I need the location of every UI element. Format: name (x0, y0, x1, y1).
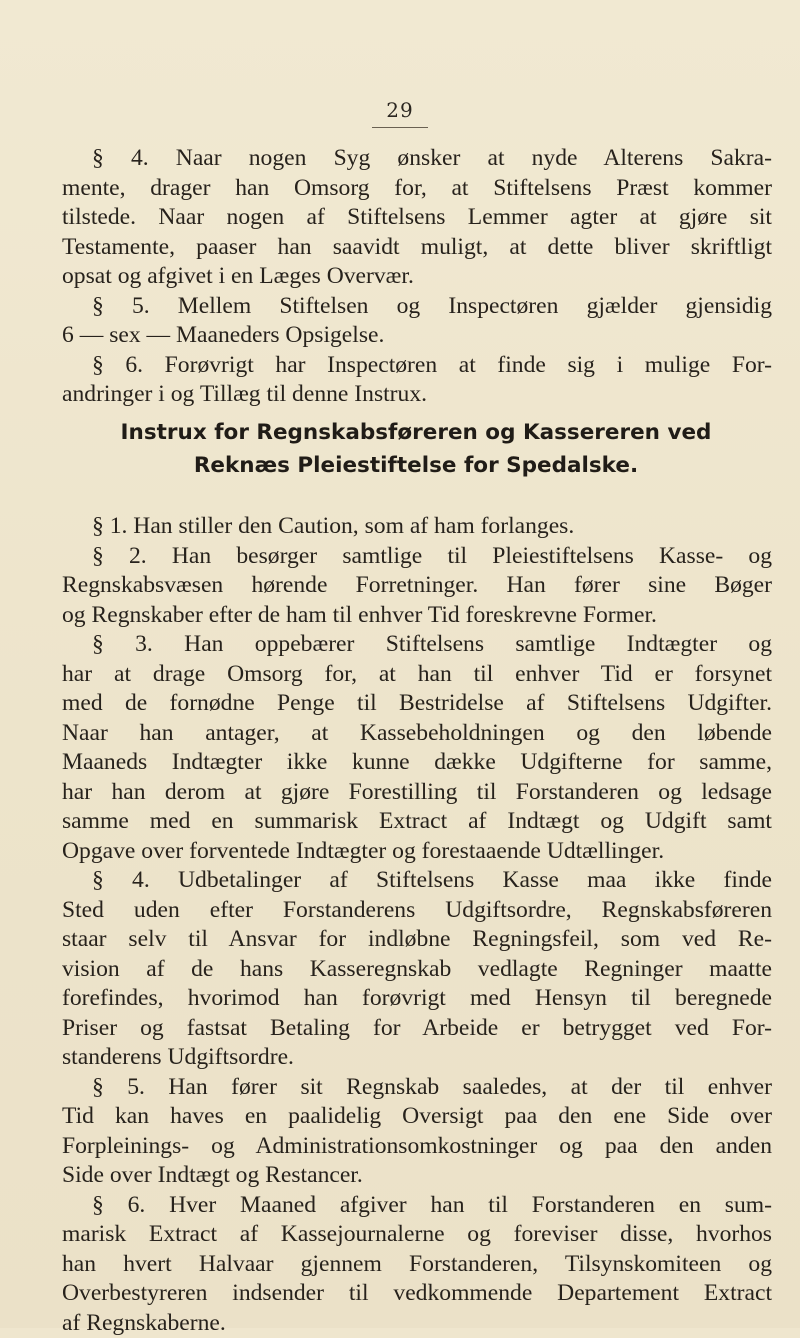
paragraph-line: og Regnskaber efter de ham til enhver Tid foreskrevne Former. (62, 601, 772, 631)
paragraph-line: Sted uden efter Forstanderens Udgiftsordre, Regnskabsføreren (62, 896, 772, 926)
paragraph-line: opsat og afgivet i en Læges Overvær. (62, 262, 772, 292)
section-inspector-instructions (62, 144, 772, 410)
paragraph-line: 6 — sex — Maaneders Opsigelse. (62, 321, 772, 351)
paragraph-line: Opgave over forventede Indtægter og forestaaende Udtællinger. (62, 837, 772, 867)
paragraph-line: han hvert Halvaar gjennem Forstanderen, Tilsynskomiteen og (62, 1250, 772, 1280)
paragraph-line: § 6. Forøvrigt har Inspectøren at finde sig i mulige For- (62, 351, 772, 381)
heading-line: Instrux for Regnskabsføreren og Kassereren ved (60, 416, 772, 449)
paragraph-line: staar selv til Ansvar for indløbne Regningsfeil, som ved Re- (62, 925, 772, 955)
paragraph-line: har at drage Omsorg for, at han til enhver Tid er forsynet (62, 660, 772, 690)
paragraph-line: § 2. Han besørger samtlige til Pleiestiftelsens Kasse- og (62, 542, 772, 572)
section-accountant-instructions (62, 512, 772, 1338)
page-number-underline (372, 127, 428, 128)
paragraph-line: Maaneds Indtægter ikke kunne dække Udgifterne for samme, (62, 748, 772, 778)
paragraph-line: § 3. Han oppebærer Stiftelsens samtlige Indtægter og (62, 630, 772, 660)
paragraph-line: § 1. Han stiller den Caution, som af ham forlanges. (62, 512, 772, 542)
paragraph-line: tilstede. Naar nogen af Stiftelsens Lemmer agter at gjøre sit (62, 203, 772, 233)
paragraph-line: har han derom at gjøre Forestilling til Forstanderen og ledsage (62, 778, 772, 808)
paragraph-line: Regnskabsvæsen hørende Forretninger. Han fører sine Bøger (62, 571, 772, 601)
paragraph-line: § 5. Han fører sit Regnskab saaledes, at der til enhver (62, 1073, 772, 1103)
paragraph-line: § 6. Hver Maaned afgiver han til Forstanderen en sum- (62, 1191, 772, 1221)
paragraph-line: Side over Indtægt og Restancer. (62, 1161, 772, 1191)
paragraph-line: Naar han antager, at Kassebeholdningen og den løbende (62, 719, 772, 749)
paragraph-line: andringer i og Tillæg til denne Instrux. (62, 380, 772, 410)
paragraph-line: vision af de hans Kasseregnskab vedlagte Regninger maatte (62, 955, 772, 985)
heading-line: Reknæs Pleiestiftelse for Spedalske. (60, 449, 772, 482)
paragraph-line: Forpleinings- og Administrationsomkostninger og paa den anden (62, 1132, 772, 1162)
paragraph-line: Overbestyreren indsender til vedkommende Departement Extract (62, 1279, 772, 1309)
section-heading (60, 416, 772, 482)
paragraph-line: samme med en summarisk Extract af Indtægt og Udgift samt (62, 807, 772, 837)
paragraph-line: § 4. Naar nogen Syg ønsker at nyde Alterens Sakra- (62, 144, 772, 174)
paragraph-line: forefindes, hvorimod han forøvrigt med Hensyn til beregnede (62, 984, 772, 1014)
paragraph-line: Tid kan haves en paalidelig Oversigt paa den ene Side over (62, 1102, 772, 1132)
paragraph-line: § 4. Udbetalinger af Stiftelsens Kasse maa ikke finde (62, 866, 772, 896)
paragraph-line: § 5. Mellem Stiftelsen og Inspectøren gjælder gjensidig (62, 292, 772, 322)
paragraph-line: Priser og fastsat Betaling for Arbeide er betrygget ved For- (62, 1014, 772, 1044)
paragraph-line: standerens Udgiftsordre. (62, 1043, 772, 1073)
paragraph-line: mente, drager han Omsorg for, at Stiftelsens Præst kommer (62, 174, 772, 204)
paragraph-line: marisk Extract af Kassejournalerne og foreviser disse, hvorhos (62, 1220, 772, 1250)
paragraph-line: med de fornødne Penge til Bestridelse af Stiftelsens Udgifter. (62, 689, 772, 719)
paragraph-line: af Regnskaberne. (62, 1309, 772, 1338)
page-number: 29 (380, 98, 420, 122)
paragraph-line: Testamente, paaser han saavidt muligt, at dette bliver skriftligt (62, 233, 772, 263)
